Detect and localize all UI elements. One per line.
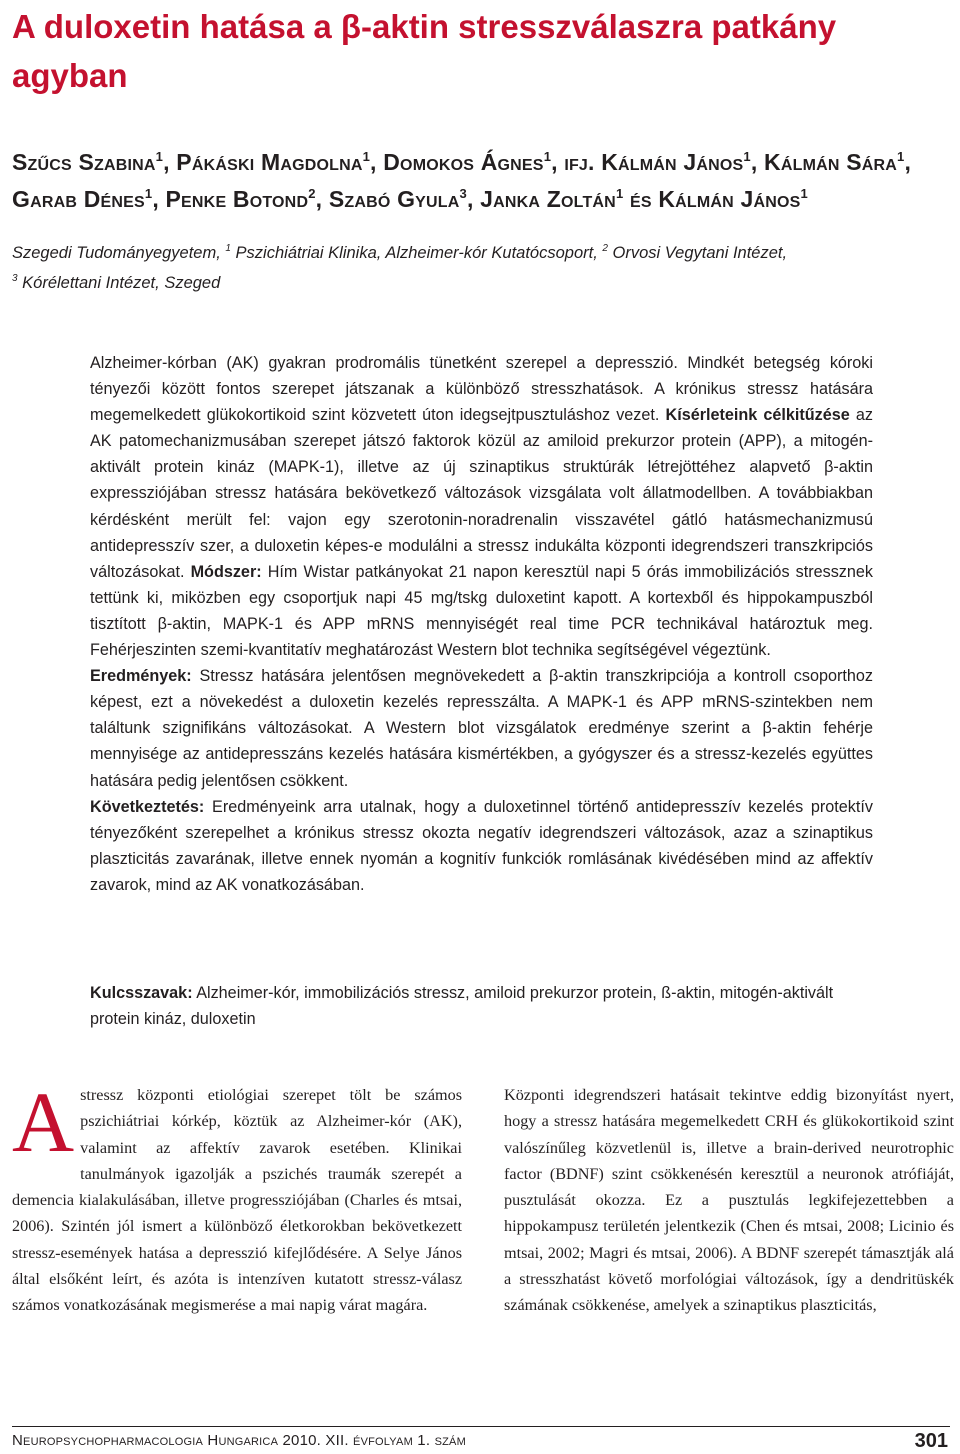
abstract-method-text: Hím Wistar patkányokat 21 napon keresztül napi 5 órás immobilizációs stressznek tettünk ki, miközben egy csoportjuk napi 45 mg/tskg duloxetint kapott. A kortexből és hippokampuszból tisztított β-aktin, MAPK-1 és APP mRNS mennyiségét real time PCR technikával határoztuk meg. Fehérjeszinten szemi-kvantitatív meghatározást Western blot technika segítségével végeztünk. xyxy=(90,562,873,660)
abstract-aim-label: Kísérleteink célkitűzése xyxy=(665,406,850,425)
author-separator: , xyxy=(904,149,912,175)
affil-institute-1: Pszichiátriai Klinika, Alzheimer-kór Kutatócsoport, xyxy=(230,244,603,262)
author-name: Kálmán Sára xyxy=(764,149,898,175)
abstract-aim-text: az AK patomechanizmusában szerepet játszó faktorok közül az amiloid prekurzor protein (APP), a mitogén-aktivált protein kináz (MAPK-1), illetve az új szinaptikus struktúrák létrejöttéhez alapvető β-aktin expressziójában stressz hatására bekövetkező változások vizsgálata volt állatmodellben. A továbbiakban kérdésként merült fel: vajon egy szerotonin-noradrenalin visszavétel gátló hatásmechanizmusú antidepresszív szer, a duloxetin képes-e modulálni a stressz indukálta központi idegrendszeri transzkripciós változásokat. xyxy=(90,406,874,581)
abstract-conclusion-label: Következtetés: xyxy=(90,797,205,816)
author-affiliation-sup: 1 xyxy=(144,186,153,201)
footer-divider xyxy=(12,1426,950,1427)
author-name: Domokos Ágnes xyxy=(383,149,544,175)
author-name: Pákáski Magdolna xyxy=(176,149,363,175)
keywords-text: Alzheimer-kór, immobilizációs stressz, amiloid prekurzor protein, ß-aktin, mitogén-aktivált protein kináz, duloxetin xyxy=(90,984,834,1028)
author-affiliation-sup: 3 xyxy=(459,186,467,201)
keywords-label: Kulcsszavak: xyxy=(90,984,193,1002)
author-name: Szűcs Szabina xyxy=(12,149,156,175)
author-name: ifj. Kálmán János xyxy=(564,149,744,175)
abstract-results-text: Stressz hatására jelentősen megnövekedett a β-aktin transzkripciója a kontroll csoporthoz képest, ezt a növekedést a duloxetin kezelés represszálta. A MAPK-1 és APP mRNS-szintekben nem találtunk szignifikáns változásokat. A Western blot vizsgálatok eredménye szerint a β-aktin fehérje mennyisége az antidepresszáns kezelés hatására kismértékben, a gyógyszer és a stressz-kezelés együttes hatására pedig jelentősen csökkent. xyxy=(90,667,873,790)
body-column-right xyxy=(504,1082,954,1319)
body-left-text: stressz központi etiológiai szerepet tölt be számos pszichiátriai kórkép, köztük az Alzheimer-kór (AK), valamint az affektív zavarok esetében. Klinikai tanulmányok igazolják a pszichés traumák szerepét a demencia kialakulásában, illetve progressziójában (Charles és mtsai, 2006). Szintén jól ismert a különböző életkorokban bekövetkezett stressz-események hatása a depresszió kifejlődésére. A Selye János által elsőként leírt, és azóta is intenzíven kutatott stressz-válasz számos vonatkozásának megismerése a mai napig várat magára. xyxy=(12,1086,462,1315)
author-separator: , xyxy=(466,186,481,212)
affil-sup-1: 1 xyxy=(225,243,231,254)
author-separator: , xyxy=(750,149,765,175)
author-affiliation-sup: 1 xyxy=(743,149,751,164)
drop-cap: A xyxy=(12,1074,75,1170)
author-name: Penke Botond xyxy=(165,186,309,212)
page-number: 301 xyxy=(914,1430,948,1452)
affil-sup-2: 2 xyxy=(602,243,608,254)
authors-line-1 xyxy=(12,144,957,181)
abstract xyxy=(90,350,873,898)
author-affiliation-sup: 2 xyxy=(308,186,316,201)
author-name: Janka Zoltán xyxy=(480,186,616,212)
author-name: Szabó Gyula xyxy=(328,186,460,212)
author-separator: , xyxy=(152,186,166,212)
author-separator: , xyxy=(163,149,177,175)
author-affiliation-sup: 1 xyxy=(800,186,808,201)
abstract-intro: Alzheimer-kórban (AK) gyakran prodromális tünetként szerepel a depresszió. Mindkét betegség kóroki tényezői között fontos szerepet játszanak a különböző stresszhatások. A krónikus stressz hatására megemelkedett glükokortikoid szint közvetett úton idegsejtpusztuláshoz vezet. xyxy=(90,354,873,425)
author-list xyxy=(12,144,957,218)
affiliations xyxy=(12,238,957,298)
author-separator: , xyxy=(315,186,329,212)
author-affiliation-sup: 1 xyxy=(897,149,905,164)
article-title: A duloxetin hatása a β-aktin stresszválaszra patkány agyban xyxy=(12,8,837,94)
journal-footer: Neuropsychopharmacologia Hungarica 2010. XII. évfolyam 1. szám xyxy=(12,1432,466,1449)
author-affiliation-sup: 1 xyxy=(615,186,624,201)
affil-institute-2: Orvosi Vegytani Intézet, xyxy=(607,244,788,262)
author-separator: , xyxy=(370,149,384,175)
body-column-left xyxy=(12,1074,462,1319)
author-name: Kálmán János xyxy=(658,186,801,212)
affil-sup-3: 3 xyxy=(12,273,18,284)
author-separator: és xyxy=(623,186,659,212)
authors-line-2 xyxy=(12,181,957,218)
affil-institute-3: Kórélettani Intézet, Szeged xyxy=(17,274,221,292)
abstract-conclusion-text: Eredményeink arra utalnak, hogy a duloxetinnel történő antidepresszív kezelés protektív tényezőként szerepelhet a krónikus stressz okozta negatív idegrendszeri változások, azaz a szinaptikus plaszticitás zavarának, illetve ennek nyomán a kognitív funkciók romlásának kivédésében mind az affektív zavarok, mind az AK vonatkozásában. xyxy=(90,797,873,894)
author-separator: , xyxy=(551,149,565,175)
author-affiliation-sup: 1 xyxy=(155,149,164,164)
author-name: Garab Dénes xyxy=(12,186,145,212)
author-affiliation-sup: 1 xyxy=(362,149,371,164)
body-right-text: Központi idegrendszeri hatásait tekintve eddig bizonyítást nyert, hogy a stressz hatására megemelkedett CRH és glükokortikoid szint valószínűleg közvetlenül is, illetve a brain-derived neurotrophic factor (BDNF) szint csökkenésén keresztül a neuronok atrófiáját, pusztulását okozza. Ez a pusztulás legkifejezettebben a hippokampusz területén jelentkezik (Chen és mtsai, 2008; Licinio és mtsai, 2002; Magri és mtsai, 2006). A BDNF szerepét támasztják alá a stresszhatást követő morfológiai változások, így a dendritüskék számának csökkenése, amelyek a szinaptikus plaszticitás, xyxy=(504,1086,954,1315)
university: Szegedi Tudományegyetem, xyxy=(12,244,226,262)
abstract-method-label: Módszer: xyxy=(190,562,262,581)
author-affiliation-sup: 1 xyxy=(543,149,552,164)
abstract-results-label: Eredmények: xyxy=(90,667,192,686)
keywords xyxy=(90,980,873,1032)
